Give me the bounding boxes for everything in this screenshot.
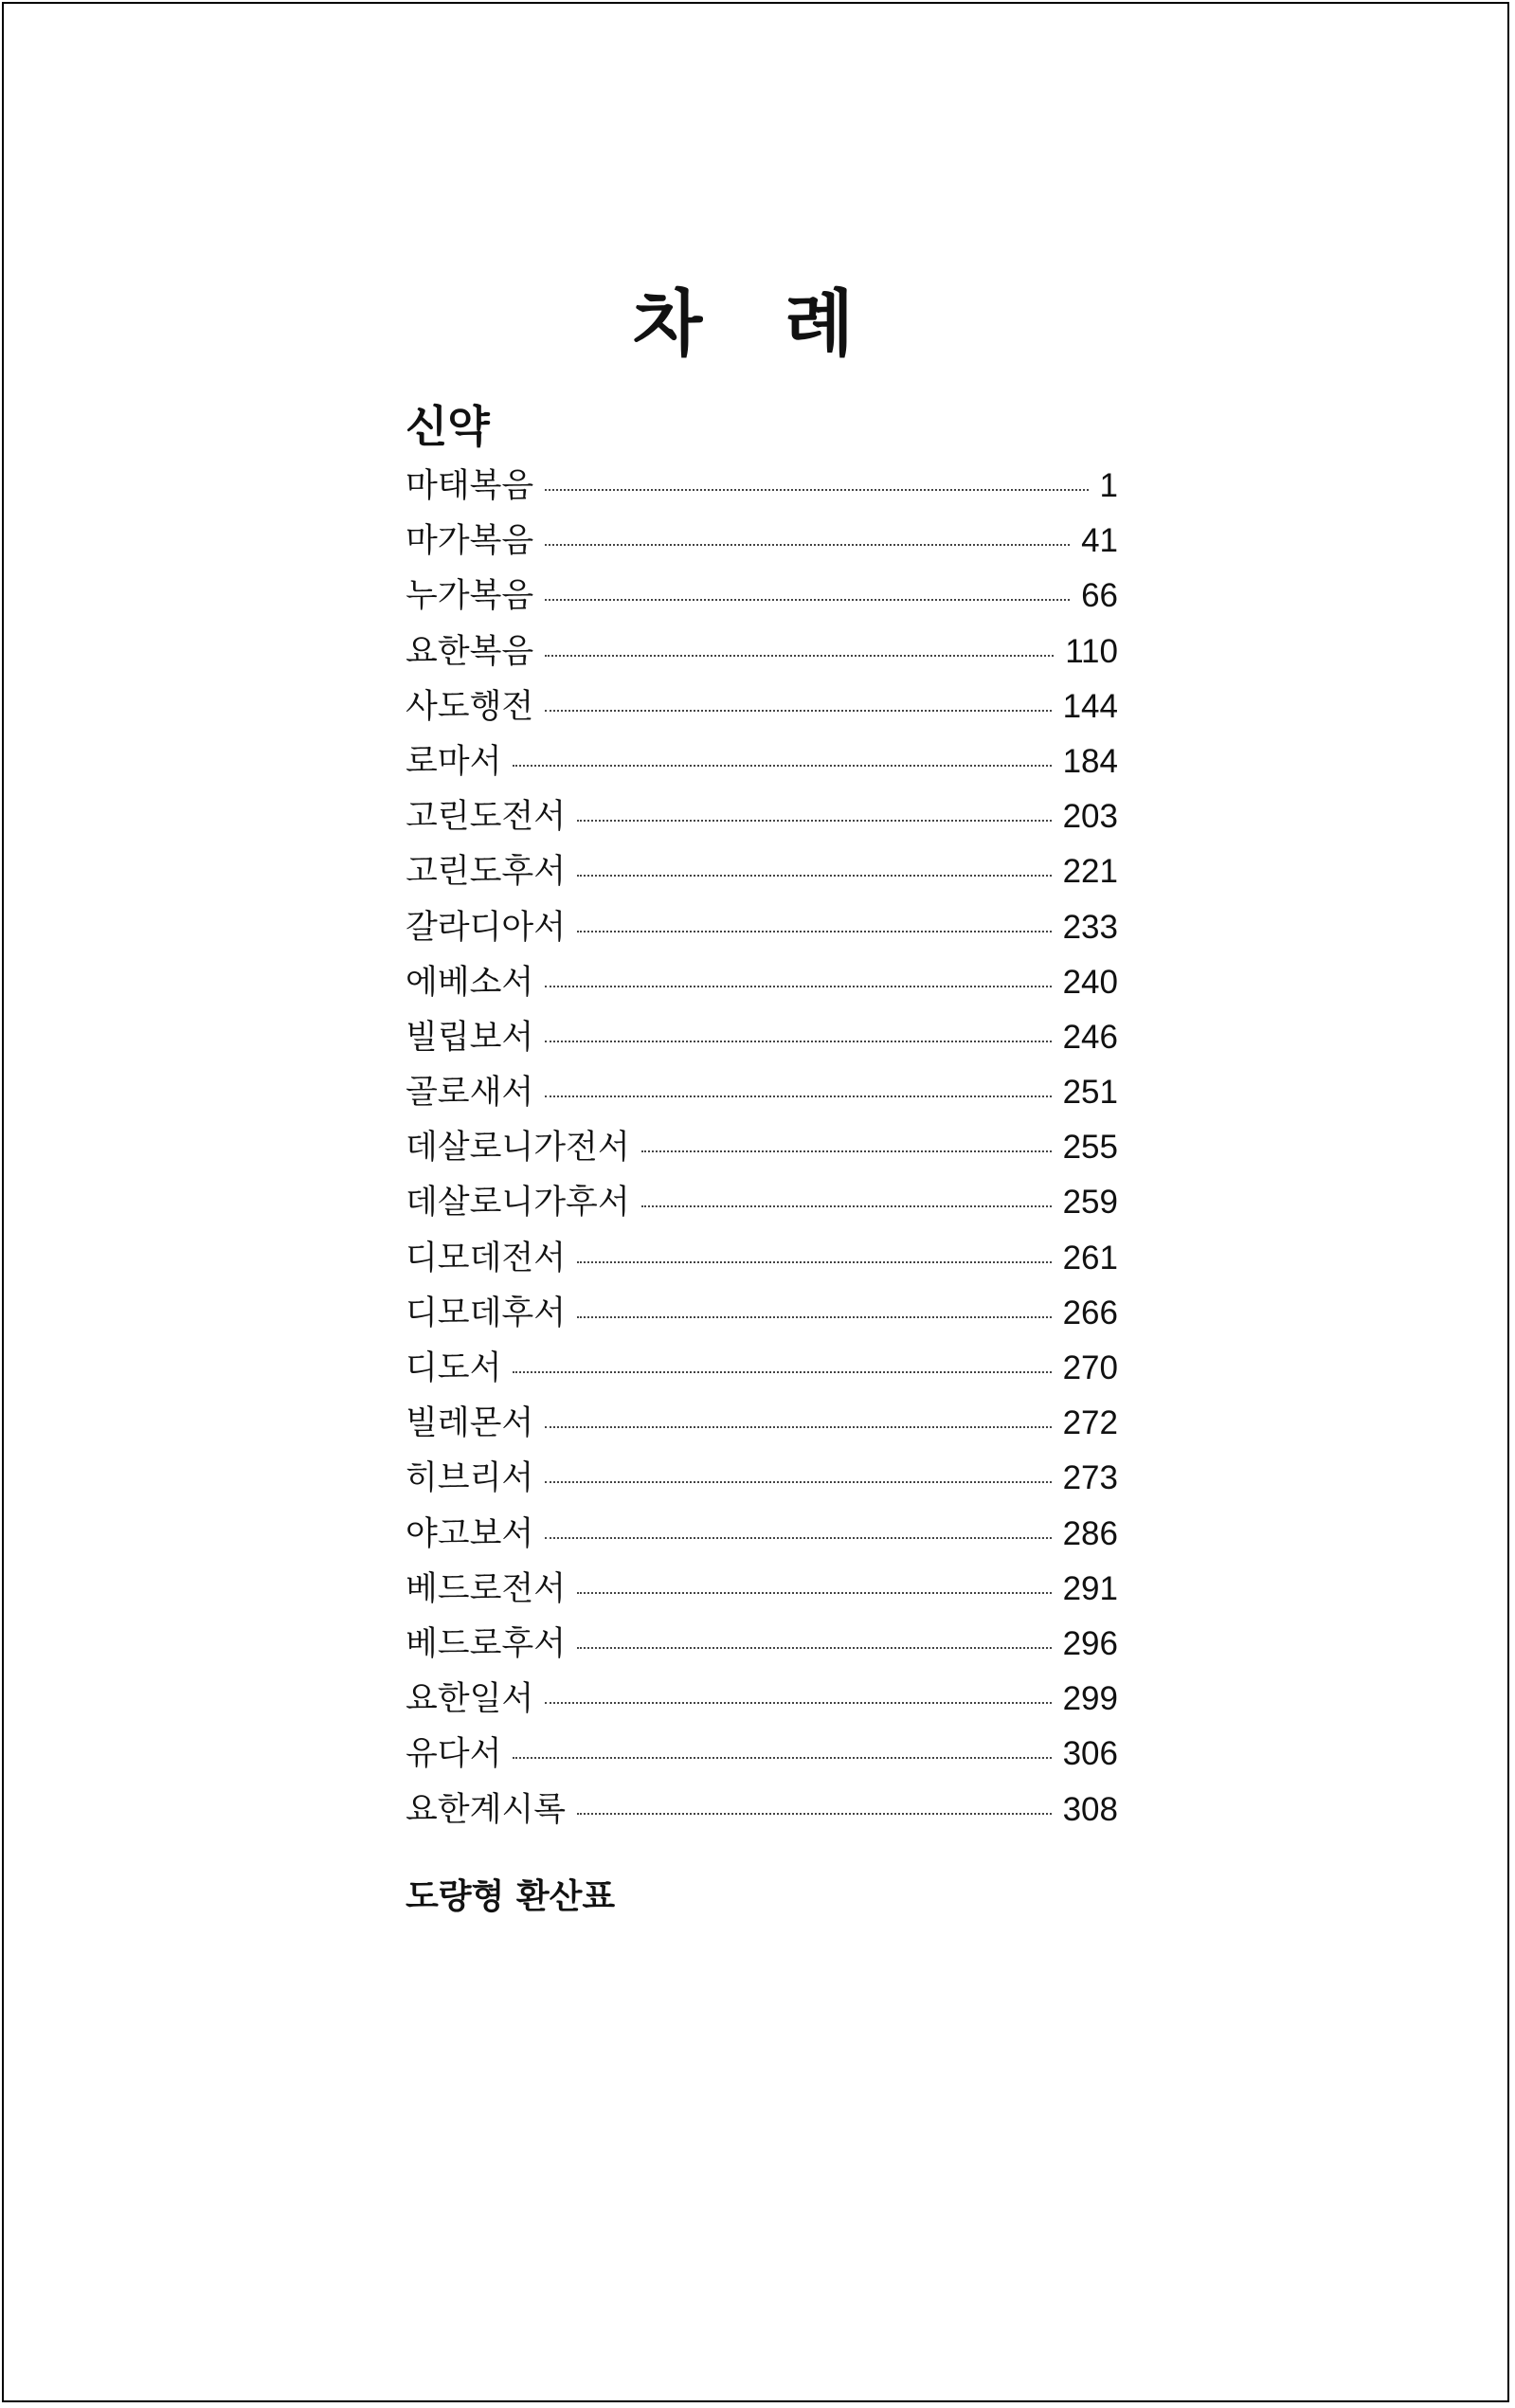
section-heading: 신약 — [406, 401, 490, 452]
toc-entry-title: 요한계시록 — [406, 1790, 567, 1829]
dot-leader — [577, 875, 1052, 877]
toc-entry-page-number: 296 — [1062, 1624, 1118, 1662]
dot-leader — [577, 1316, 1052, 1318]
toc-entry-page-number: 308 — [1062, 1790, 1118, 1828]
dot-leader — [513, 765, 1051, 767]
toc-entry-page-number: 272 — [1062, 1404, 1118, 1442]
toc-entry-page-number: 221 — [1062, 853, 1118, 891]
toc-entry[interactable] — [406, 1010, 1118, 1065]
toc-entry[interactable] — [406, 1507, 1118, 1562]
toc-entry-title: 빌립보서 — [406, 1018, 534, 1057]
toc-entry-page-number: 1 — [1099, 467, 1118, 504]
toc-entry-page-number: 233 — [1062, 908, 1118, 946]
toc-entry[interactable] — [406, 955, 1118, 1010]
toc-entry-title: 빌레몬서 — [406, 1404, 534, 1443]
toc-entry[interactable] — [406, 679, 1118, 734]
toc-entry[interactable] — [406, 569, 1118, 624]
toc-entry-page-number: 41 — [1081, 522, 1118, 560]
dot-leader — [577, 1261, 1052, 1263]
toc-entry[interactable] — [406, 459, 1118, 514]
toc-entry-page-number: 270 — [1062, 1349, 1118, 1386]
toc-entry-page-number: 251 — [1062, 1074, 1118, 1112]
dot-leader — [577, 1647, 1052, 1649]
toc-entry-page-number: 266 — [1062, 1294, 1118, 1331]
toc-entry[interactable] — [406, 900, 1118, 955]
toc-entry-page-number: 299 — [1062, 1680, 1118, 1718]
toc-entry-page-number: 184 — [1062, 742, 1118, 780]
toc-entry-page-number: 273 — [1062, 1459, 1118, 1497]
toc-entry-title: 베드로전서 — [406, 1569, 567, 1608]
dot-leader — [545, 1702, 1051, 1704]
toc-entry[interactable] — [406, 625, 1118, 679]
dot-leader — [545, 710, 1051, 712]
toc-entry[interactable] — [406, 1617, 1118, 1672]
toc-entry[interactable] — [406, 1783, 1118, 1838]
toc-entry[interactable] — [406, 789, 1118, 844]
toc-entry-page-number: 255 — [1062, 1129, 1118, 1167]
toc-entry[interactable] — [406, 1231, 1118, 1286]
toc-entry-page-number: 203 — [1062, 798, 1118, 836]
toc-entry[interactable] — [406, 1341, 1118, 1396]
toc-entry-title: 디도서 — [406, 1349, 502, 1387]
toc-entry[interactable] — [406, 1396, 1118, 1451]
toc-entry-title: 디모데전서 — [406, 1239, 567, 1277]
toc-entry[interactable] — [406, 1175, 1118, 1230]
dot-leader — [641, 1205, 1052, 1207]
toc-entry-page-number: 246 — [1062, 1018, 1118, 1056]
dot-leader — [545, 655, 1054, 657]
toc-entry[interactable] — [406, 734, 1118, 789]
toc-entry-page-number: 291 — [1062, 1569, 1118, 1607]
toc-entry-title: 요한일서 — [406, 1680, 534, 1719]
toc-entry-title: 누가복음 — [406, 577, 534, 616]
toc-entry-title: 로마서 — [406, 742, 502, 781]
toc-entry-page-number: 66 — [1081, 577, 1118, 615]
dot-leader — [545, 599, 1070, 601]
dot-leader — [641, 1150, 1052, 1152]
toc-entry-page-number: 144 — [1062, 687, 1118, 725]
toc-entry-title: 에베소서 — [406, 963, 534, 1002]
dot-leader — [577, 931, 1052, 932]
toc-entry-page-number: 240 — [1062, 963, 1118, 1001]
dot-leader — [545, 1426, 1051, 1428]
toc-entry-title: 고린도전서 — [406, 798, 567, 837]
toc-entry-page-number: 306 — [1062, 1735, 1118, 1773]
table-of-contents — [406, 459, 1118, 1838]
toc-entry-page-number: 261 — [1062, 1239, 1118, 1276]
toc-entry[interactable] — [406, 1286, 1118, 1341]
toc-entry[interactable] — [406, 1120, 1118, 1175]
page-title: 차 례 — [632, 281, 883, 366]
appendix-entry[interactable]: 도량형 환산표 — [406, 1877, 616, 1916]
toc-entry-page-number: 286 — [1062, 1514, 1118, 1552]
dot-leader — [545, 1537, 1051, 1539]
toc-entry-page-number: 259 — [1062, 1184, 1118, 1222]
toc-entry-title: 베드로후서 — [406, 1624, 567, 1663]
dot-leader — [577, 1592, 1052, 1594]
toc-entry-title: 고린도후서 — [406, 853, 567, 892]
toc-entry-title: 요한복음 — [406, 632, 534, 671]
toc-entry-title: 골로새서 — [406, 1074, 534, 1113]
dot-leader — [577, 820, 1052, 822]
toc-entry[interactable] — [406, 1451, 1118, 1506]
toc-entry-title: 사도행전 — [406, 687, 534, 726]
toc-entry[interactable] — [406, 1562, 1118, 1617]
dot-leader — [513, 1371, 1051, 1373]
dot-leader — [545, 1041, 1051, 1042]
toc-entry[interactable] — [406, 1065, 1118, 1120]
dot-leader — [545, 544, 1070, 546]
dot-leader — [577, 1813, 1052, 1815]
toc-entry-title: 마태복음 — [406, 467, 534, 505]
dot-leader — [545, 986, 1051, 987]
toc-entry-title: 히브리서 — [406, 1459, 534, 1498]
toc-entry-title: 마가복음 — [406, 522, 534, 561]
toc-entry[interactable] — [406, 514, 1118, 569]
toc-entry-title: 데살로니가후서 — [406, 1184, 630, 1222]
toc-entry-title: 유다서 — [406, 1735, 502, 1774]
dot-leader — [545, 1481, 1051, 1483]
toc-entry-title: 갈라디아서 — [406, 908, 567, 947]
toc-entry[interactable] — [406, 1672, 1118, 1727]
dot-leader — [545, 489, 1088, 491]
dot-leader — [545, 1095, 1051, 1097]
toc-entry-title: 디모데후서 — [406, 1294, 567, 1332]
dot-leader — [513, 1757, 1051, 1759]
toc-entry[interactable] — [406, 844, 1118, 899]
toc-entry-page-number: 110 — [1065, 632, 1118, 670]
toc-entry-title: 야고보서 — [406, 1514, 534, 1553]
toc-entry[interactable] — [406, 1727, 1118, 1782]
toc-entry-title: 데살로니가전서 — [406, 1129, 630, 1168]
